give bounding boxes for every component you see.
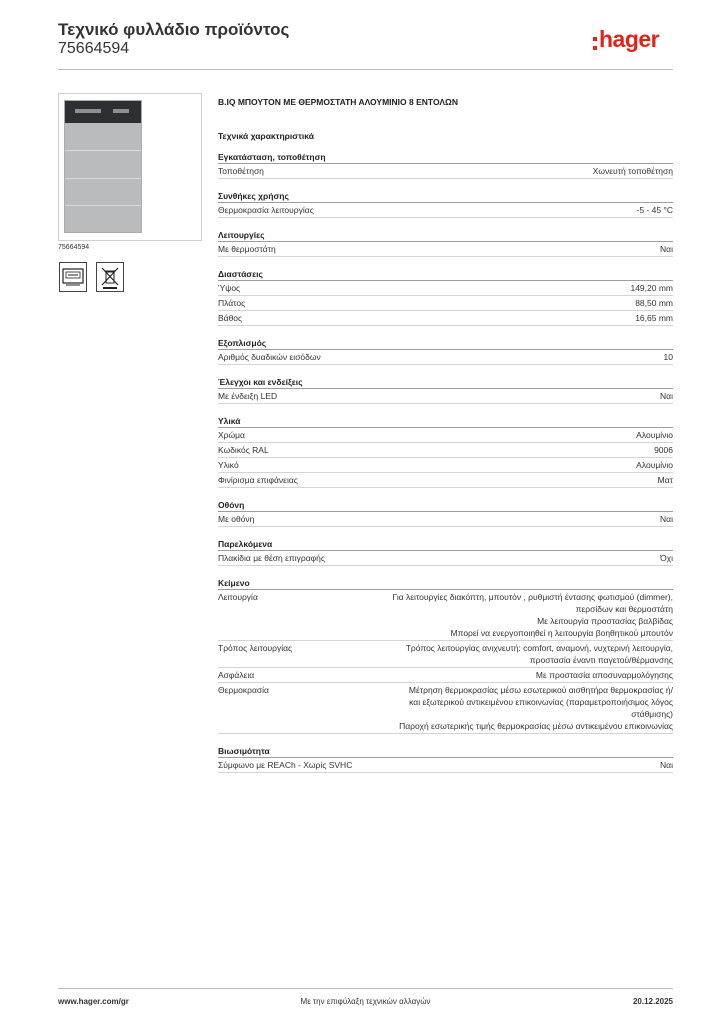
- room-thermostat-icon: [59, 262, 87, 292]
- spec-label: Κωδικός RAL: [218, 445, 269, 455]
- spec-value: [333, 642, 673, 666]
- spec-row: [218, 242, 673, 257]
- spec-value: Όχι: [660, 553, 673, 563]
- spec-value-line: Παροχή εσωτερικής τιμής θερμοκρασίας μέσω αντικειμένου επικοινωνίας: [399, 721, 673, 731]
- spec-group: [218, 337, 673, 365]
- spec-value: Χωνευτή τοποθέτηση: [592, 166, 673, 176]
- logo-wordmark: hager: [599, 26, 660, 52]
- spec-row: [218, 350, 673, 365]
- button-divider: [65, 150, 141, 151]
- spec-group-title: Εγκατάσταση, τοποθέτηση: [218, 151, 673, 164]
- spec-value-line: Μέτρηση θερμοκρασίας μέσω εσωτερικού αισθητήρα θερμοκρασίας ή/: [408, 685, 673, 695]
- spec-row: [218, 758, 673, 773]
- spec-label: Ύψος: [218, 283, 241, 293]
- spec-label: Θερμοκρασία λειτουργίας: [218, 205, 314, 215]
- spec-value-line: περσίδων και θερμοστάτη: [575, 604, 673, 614]
- spec-label: Χρώμα: [218, 430, 245, 440]
- spec-value: 9006: [654, 445, 673, 455]
- spec-label: Με θερμοστάτη: [218, 244, 276, 254]
- spec-label: Πλάτος: [218, 298, 246, 308]
- spec-value: [333, 591, 673, 639]
- spec-value-line: Με προστασία αποσυναρμολόγησης: [535, 670, 673, 680]
- logo-dots-icon: [593, 37, 597, 55]
- spec-group-title: Λειτουργίες: [218, 229, 673, 242]
- spec-row: [218, 428, 673, 443]
- spec-group: [218, 190, 673, 218]
- spec-group: [218, 376, 673, 404]
- page-header: [58, 20, 673, 70]
- spec-value: 88,50 mm: [635, 298, 673, 308]
- spec-value-line: στάθμισης): [631, 709, 673, 719]
- spec-value: Ναι: [660, 514, 673, 524]
- spec-group: [218, 745, 673, 773]
- image-caption-code: 75664594: [58, 244, 90, 251]
- spec-value-line: Για λειτουργίες διακόπτη, μπουτόν , ρυθμιστή έντασης φωτισμού (dimmer),: [392, 592, 673, 602]
- spec-label: Αριθμός δυαδικών εισόδων: [218, 352, 321, 362]
- spec-label: Βάθος: [218, 313, 243, 323]
- spec-label: Ασφάλεια: [218, 670, 255, 680]
- spec-row: [218, 473, 673, 488]
- spec-label: Πλακίδια με θέση επιγραφής: [218, 553, 325, 563]
- spec-value: 149,20 mm: [630, 283, 673, 293]
- product-image: [58, 93, 202, 241]
- spec-group: [218, 151, 673, 179]
- spec-value: 16,65 mm: [635, 313, 673, 323]
- spec-row: [218, 458, 673, 473]
- spec-label: Υλικό: [218, 460, 239, 470]
- spec-value-line: Με λειτουργία προστασίας βαλβίδας: [537, 616, 673, 626]
- spec-row: [218, 296, 673, 311]
- spec-label: Λειτουργία: [218, 592, 258, 602]
- spec-group: [218, 577, 673, 734]
- spec-group-title: Οθόνη: [218, 499, 673, 512]
- spec-row: [218, 311, 673, 326]
- spec-row: [218, 683, 673, 734]
- spec-value: Ναι: [660, 760, 673, 770]
- spec-row: [218, 641, 673, 668]
- spec-value: [333, 669, 673, 681]
- spec-value: Ναι: [660, 244, 673, 254]
- spec-group: [218, 229, 673, 257]
- spec-table: [218, 151, 673, 784]
- footer-divider: [58, 988, 673, 989]
- footer-note: Με την επιφύλαξη τεχνικών αλλαγών: [300, 997, 431, 1006]
- spec-group-title: Συνθήκες χρήσης: [218, 190, 673, 203]
- spec-row: [218, 281, 673, 296]
- spec-row: [218, 668, 673, 683]
- spec-group-title: Βιωσιμότητα: [218, 745, 673, 758]
- spec-value: -5 - 45 °C: [636, 205, 673, 215]
- spec-group-title: Εξοπλισμός: [218, 337, 673, 350]
- document-title: Τεχνικό φυλλάδιο προϊόντος: [58, 20, 290, 39]
- spec-label: Σύμφωνο με REACh - Χωρίς SVHC: [218, 760, 353, 770]
- spec-value-line: Τρόπος λειτουργίας ανιχνευτή: comfort, αναμονή, νυχτερινή λειτουργία,: [405, 643, 673, 653]
- spec-value-line: και εξωτερικού αντικειμένου επικοινωνίας (παραμετροποιήσιμος λόγος: [409, 697, 673, 707]
- spec-value: Αλουμίνιο: [636, 460, 673, 470]
- display-segment: [113, 109, 129, 113]
- spec-label: Με οθόνη: [218, 514, 255, 524]
- spec-row: [218, 512, 673, 527]
- document-product-code: 75664594: [58, 40, 130, 57]
- spec-group: [218, 268, 673, 326]
- spec-group-title: Έλεγχοι και ενδείξεις: [218, 376, 673, 389]
- spec-row: [218, 590, 673, 641]
- spec-row: [218, 164, 673, 179]
- spec-group: [218, 415, 673, 488]
- spec-value-line: προστασία έναντι παγετού/θέρμανσης: [529, 655, 673, 665]
- spec-group-title: Υλικά: [218, 415, 673, 428]
- spec-group: [218, 499, 673, 527]
- spec-value: Ναι: [660, 391, 673, 401]
- button-divider: [65, 178, 141, 179]
- spec-row: [218, 443, 673, 458]
- spec-label: Τρόπος λειτουργίας: [218, 643, 293, 653]
- spec-label: Τοποθέτηση: [218, 166, 264, 176]
- button-divider: [65, 205, 141, 206]
- spec-label: Φινίρισμα επιφάνειας: [218, 475, 298, 485]
- display-segment: [75, 109, 101, 113]
- device-illustration: [64, 100, 142, 233]
- spec-value: [333, 684, 673, 732]
- product-title: B.IQ ΜΠΟΥΤΟΝ ΜΕ ΘΕΡΜΟΣΤΑΤΗ ΑΛΟΥΜΙΝΙΟ 8 ΕΝΤΟΛΩΝ: [218, 97, 458, 107]
- spec-value-line: Μπορεί να ενεργοποιηθεί η λειτουργία βοηθητικού μπουτόν: [450, 628, 673, 638]
- page-footer: [58, 997, 673, 1011]
- spec-row: [218, 203, 673, 218]
- weee-crossed-bin-icon: [96, 262, 124, 292]
- spec-group-title: Διαστάσεις: [218, 268, 673, 281]
- spec-label: Θερμοκρασία: [218, 685, 269, 695]
- spec-row: [218, 551, 673, 566]
- spec-value: Ματ: [657, 475, 673, 485]
- hager-logo: [593, 28, 673, 54]
- footer-website[interactable]: www.hager.com/gr: [58, 997, 129, 1006]
- spec-label: Με ένδειξη LED: [218, 391, 278, 401]
- spec-value: 10: [663, 352, 673, 362]
- device-display: [65, 101, 141, 123]
- section-title: Τεχνικά χαρακτηριστικά: [218, 131, 314, 141]
- spec-group-title: Κείμενο: [218, 577, 673, 590]
- spec-row: [218, 389, 673, 404]
- footer-date: 20.12.2025: [632, 997, 673, 1006]
- header-divider: [58, 69, 673, 70]
- spec-group: [218, 538, 673, 566]
- spec-group-title: Παρελκόμενα: [218, 538, 673, 551]
- spec-value: Αλουμίνιο: [636, 430, 673, 440]
